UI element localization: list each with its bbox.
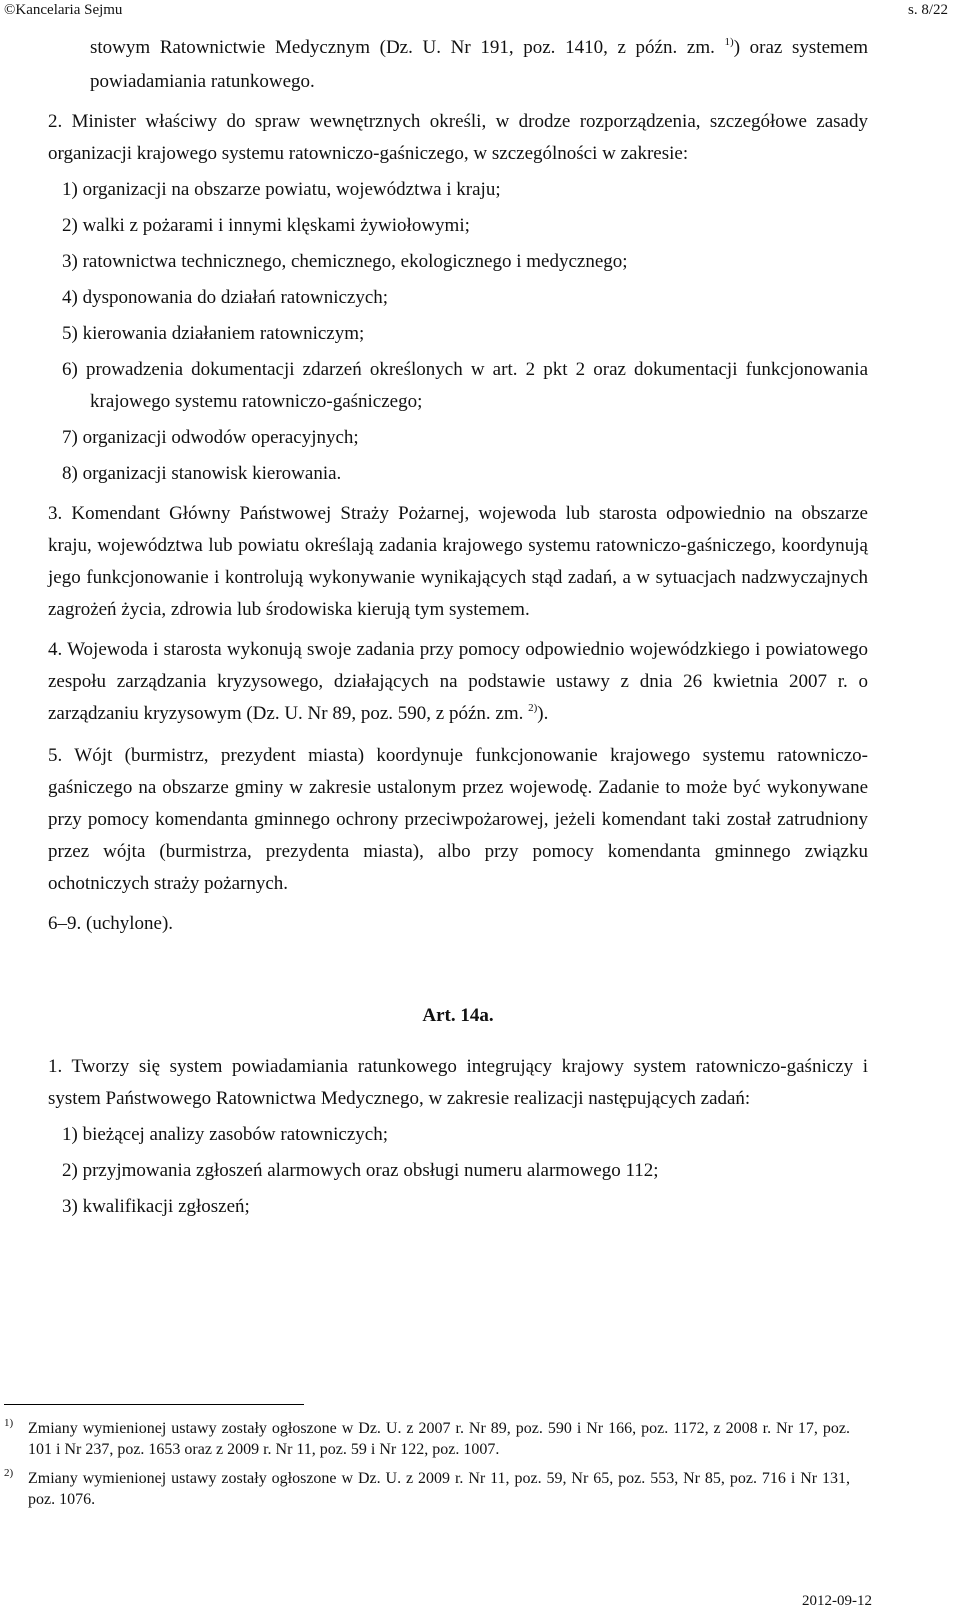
paragraph-2: 2. Minister właściwy do spraw wewnętrznych określi, w drodze rozporządzenia, szczegółowe zasady organizacji krajowego systemu ratowniczo-gaśniczego, w szczególności w zakresie: [48,111,868,164]
footnote [4,1468,850,1510]
copyright-label: ©Kancelaria Sejmu [4,2,123,18]
list-item: 8) organizacji stanowisk kierowania. [62,463,342,484]
footnote-text: Zmiany wymienionej ustawy zostały ogłoszone w Dz. U. z 2007 r. Nr 89, poz. 590 i Nr 166, poz. 1172, z 2008 r. Nr 17, poz. 101 i Nr 237, poz. 1653 oraz z 2009 r. Nr 11, poz. 59 i Nr 122, poz. 1007. [28,1420,850,1458]
footnote-ref-1[interactable]: 1) [724,36,734,48]
page-number: s. 8/22 [907,2,948,18]
list-item: 7) organizacji odwodów operacyjnych; [62,427,359,448]
article-heading: Art. 14a. [422,1005,494,1026]
list-item: 1) organizacji na obszarze powiatu, województwa i kraju; [62,179,501,200]
list-item: 3) ratownictwa technicznego, chemicznego, ekologicznego i medycznego; [62,251,628,272]
paragraph-6: 6–9. (uchylone). [48,913,174,934]
document-date: 2012-09-12 [802,1593,872,1609]
page-header [0,0,960,26]
continuation-paragraph: stowym Ratownictwie Medycznym (Dz. U. Nr 191, poz. 1410, z późn. zm. $^{1)}$) oraz systemem powiadamiania ratunkowego. [90,36,869,92]
list-item: 6) prowadzenia dokumentacji zdarzeń określonych w art. 2 pkt 2 oraz dokumentacji funkcjonowania krajowego systemu ratowniczo-gaśniczego; [62,359,868,412]
document-body [48,32,868,1223]
footnote-number: 2) [4,1467,14,1479]
footnote [4,1418,850,1460]
footnote-text: Zmiany wymienionej ustawy zostały ogłoszone w Dz. U. z 2009 r. Nr 11, poz. 59, Nr 65, poz. 553, Nr 85, poz. 716 i Nr 131, poz. 1076. [28,1470,850,1508]
list-item: 5) kierowania działaniem ratowniczym; [62,323,365,344]
paragraph-5: 5. Wójt (burmistrz, prezydent miasta) koordynuje funkcjonowanie krajowego systemu ratowniczo-gaśniczego na obszarze gminy w zakresie ustalonym przez wojewodę. Zadanie to może być wykonywane przy pomocy komendanta gminnego ochrony przeciwpożarowej, jeżeli komendant taki został zatrudniony przez wójta (burmistrza, prezydenta miasta), albo przy pomocy komendanta gminnego związku ochotniczych straży pożarnych. [48,745,868,894]
article-paragraph-1: 1. Tworzy się system powiadamiania ratunkowego integrujący krajowy system ratowniczo-gaśniczy i system Państwowego Ratownictwa Medycznego, w zakresie realizacji następujących zadań: [48,1056,868,1109]
list-item: 2) przyjmowania zgłoszeń alarmowych oraz obsługi numeru alarmowego 112; [62,1160,659,1181]
paragraph-4: 4. Wojewoda i starosta wykonują swoje zadania przy pomocy odpowiednio wojewódzkiego i powiatowego zespołu zarządzania kryzysowego, działających na podstawie ustawy z dnia 26 kwietnia 2007 r. o zarządzaniu kryzysowym (Dz. U. Nr 89, poz. 590, z późn. zm. $^{2)}$). [48,639,868,724]
footnote-separator [4,1404,304,1405]
paragraph-3: 3. Komendant Główny Państwowej Straży Pożarnej, wojewoda lub starosta odpowiednio na obszarze kraju, województwa lub powiatu określają zadania krajowego systemu ratowniczo-gaśniczego, koordynują jego funkcjonowanie i kontrolują wykonywanie wynikających stąd zadań, a w sytuacjach nadzwyczajnych zagrożeń życia, zdrowia lub środowiska kierują tym systemem. [48,503,868,620]
footnotes [4,1418,850,1518]
list-item: 4) dysponowania do działań ratowniczych; [62,287,389,308]
list-item: 2) walki z pożarami i innymi klęskami żywiołowymi; [62,215,470,236]
list-item: 1) bieżącej analizy zasobów ratowniczych; [62,1124,389,1145]
footnote-ref-2[interactable]: 2) [528,702,538,714]
footnote-number: 1) [4,1417,14,1429]
list-item: 3) kwalifikacji zgłoszeń; [62,1196,250,1217]
